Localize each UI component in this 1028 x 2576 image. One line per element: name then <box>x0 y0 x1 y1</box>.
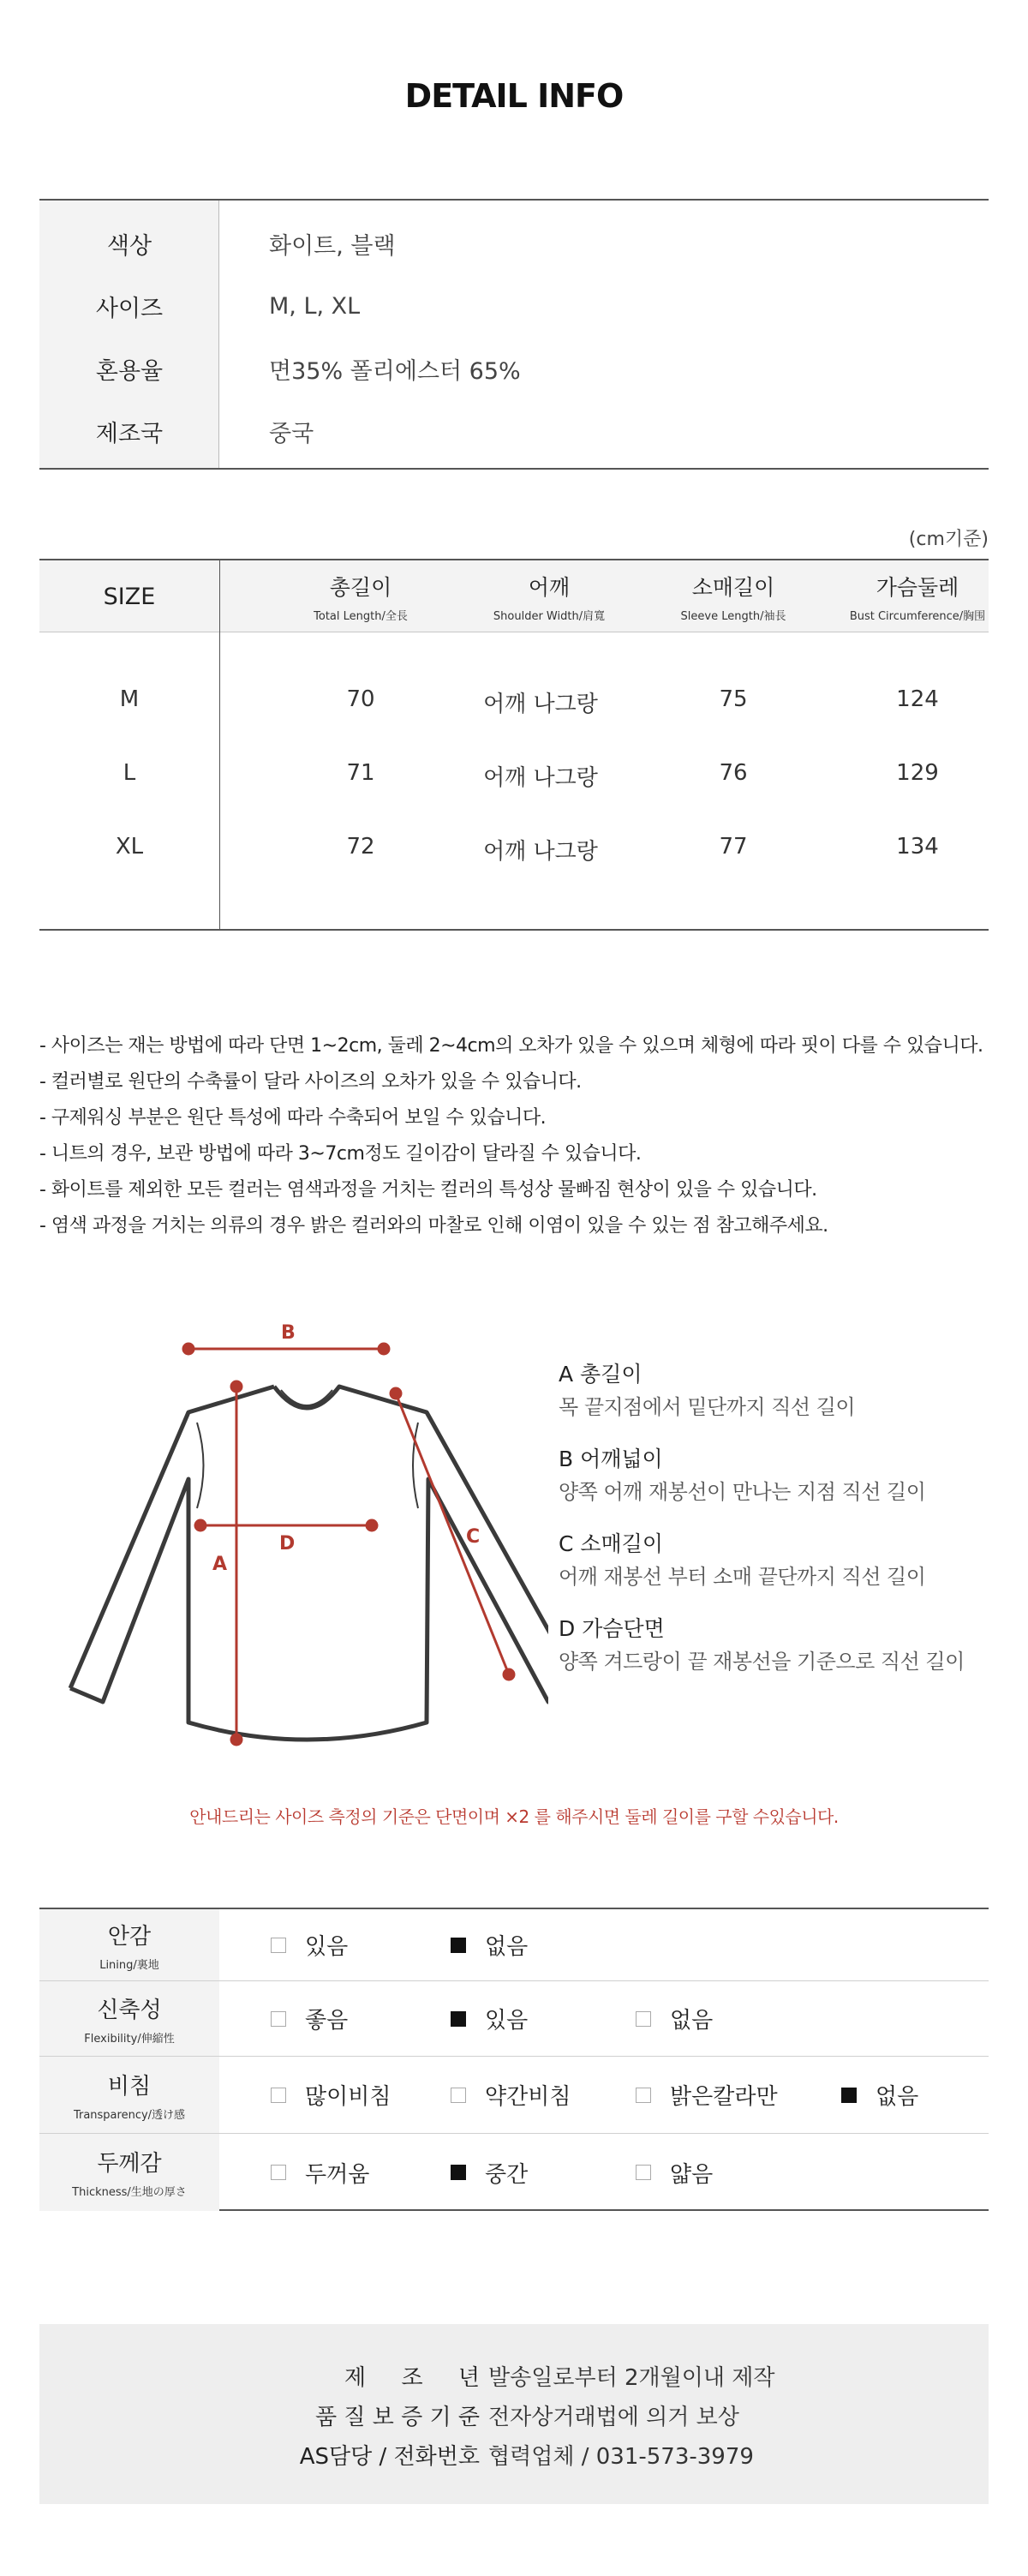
measure-point <box>195 1520 206 1531</box>
note-line: - 컬러별로 원단의 수축률이 달라 사이즈의 오차가 있을 수 있습니다. <box>39 1071 582 1093</box>
as-contact-value: 협력업체 / 031-573-3979 <box>488 2444 754 2470</box>
measurement-title: B 어깨넓이 <box>559 1447 663 1471</box>
checkbox-checked-icon <box>451 2011 466 2027</box>
product-info-value: 화이트, 블랙 <box>269 232 396 260</box>
size-cell: 75 <box>719 686 748 712</box>
property-row-lining <box>39 1909 989 1981</box>
size-cell: 129 <box>896 760 939 786</box>
column-header-en: Total Length/全長 <box>314 609 408 623</box>
marker-c: C <box>466 1526 481 1548</box>
property-option-label: 많이비침 <box>305 2084 391 2110</box>
marker-b: B <box>281 1322 296 1344</box>
property-label <box>39 2134 219 2211</box>
manufacturer-label: 제 조 년 <box>344 2365 480 2391</box>
property-option-label: 없음 <box>485 1934 529 1960</box>
property-option[interactable] <box>271 2079 391 2111</box>
property-label-en: Flexibility/伸縮性 <box>84 2032 175 2046</box>
size-table-divider <box>219 560 220 929</box>
property-label <box>39 1909 219 1980</box>
measurement-desc: 양쪽 겨드랑이 끝 재봉선을 기준으로 직선 길이 <box>559 1650 965 1674</box>
property-option-label: 좋음 <box>305 2008 349 2034</box>
as-contact-label: AS담당 / 전화번호 <box>299 2444 480 2470</box>
measurement-item-c <box>559 1529 1004 1594</box>
note-line: - 사이즈는 재는 방법에 따라 단면 1~2cm, 둘레 2~4cm의 오차가 있을 수 있으며 체형에 따라 핏이 다를 수 있습니다. <box>39 1035 983 1057</box>
measurement-title: C 소매길이 <box>559 1531 664 1556</box>
checkbox-icon <box>451 2088 466 2103</box>
measurement-desc: 목 끝지점에서 밑단까지 직선 길이 <box>559 1395 856 1419</box>
marker-a: A <box>212 1554 228 1575</box>
property-option-label: 중간 <box>485 2161 529 2188</box>
property-option[interactable] <box>841 2079 918 2111</box>
product-info-label: 색상 <box>106 232 152 260</box>
product-info-label: 혼용율 <box>95 357 164 385</box>
property-option-label: 얇음 <box>670 2161 714 2188</box>
checkbox-icon <box>271 2165 286 2180</box>
measure-point <box>391 1388 401 1399</box>
product-info-row-origin <box>39 400 989 462</box>
property-option[interactable] <box>636 2079 778 2111</box>
property-label-en: Lining/裏地 <box>99 1958 159 1972</box>
checkbox-checked-icon <box>451 1938 466 1953</box>
fabric-properties-table <box>39 1908 989 2211</box>
product-info-value: 중국 <box>269 420 314 447</box>
property-option-label: 두꺼움 <box>305 2161 370 2188</box>
property-option[interactable] <box>636 2003 713 2034</box>
size-cell: 77 <box>719 834 748 860</box>
property-label-en: Transparency/透け感 <box>73 2108 186 2122</box>
property-option[interactable] <box>451 2003 528 2034</box>
column-header-sleeve <box>631 560 836 632</box>
product-info-row-size <box>39 275 989 337</box>
property-option[interactable] <box>636 2157 713 2189</box>
property-option[interactable] <box>271 1929 348 1961</box>
property-option[interactable] <box>451 2157 528 2189</box>
size-column-header: SIZE <box>103 583 156 610</box>
property-option-label: 있음 <box>485 2008 529 2034</box>
note-line: - 구제워싱 부분은 원단 특성에 따라 수축되어 보일 수 있습니다. <box>39 1107 547 1129</box>
column-header-en: Bust Circumference/胸围 <box>849 609 986 623</box>
marker-d: D <box>279 1533 296 1555</box>
property-option[interactable] <box>451 1929 528 1961</box>
column-header-ko: 어깨 <box>528 574 571 600</box>
measurement-title: D 가슴단면 <box>559 1616 665 1641</box>
property-label-ko: 안감 <box>107 1923 152 1950</box>
size-cell: XL <box>115 834 144 860</box>
property-option-label: 약간비침 <box>485 2084 571 2110</box>
measurement-item-b <box>559 1444 1004 1509</box>
size-cell: 72 <box>346 834 375 860</box>
shirt-body-icon <box>70 1387 548 1740</box>
product-info-value: M, L, XL <box>269 292 361 320</box>
measure-point <box>367 1520 377 1531</box>
product-info-label: 제조국 <box>95 420 164 447</box>
note-line: - 염색 과정을 거치는 의류의 경우 밝은 컬러와의 마찰로 인해 이염이 있을 수 있는 점 참고해주세요. <box>39 1215 828 1237</box>
product-info-table <box>39 199 989 470</box>
size-cell: 76 <box>719 760 748 786</box>
measurement-item-a <box>559 1359 1004 1424</box>
property-option-label: 없음 <box>670 2008 714 2034</box>
column-header-ko: 총길이 <box>329 574 392 600</box>
column-header-bust <box>815 560 1020 632</box>
product-info-row-material <box>39 338 989 399</box>
size-cell: 어깨 나그랑 <box>483 692 598 717</box>
page-title: DETAIL INFO <box>404 77 624 115</box>
size-cell: M <box>119 686 140 712</box>
measurement-guide-text: 안내드리는 사이즈 측정의 기준은 단면이며 ×2 를 해주시면 둘레 길이를 구할 수있습니다. <box>189 1806 839 1827</box>
unit-note: (cm기준) <box>908 529 989 550</box>
size-cell: 70 <box>346 686 375 712</box>
property-label <box>39 1981 219 2056</box>
measure-point <box>379 1344 389 1354</box>
column-header-total-length <box>258 560 463 632</box>
property-row-thickness <box>39 2134 989 2211</box>
property-label <box>39 2057 219 2133</box>
garment-outline <box>70 1387 548 1740</box>
checkbox-icon <box>271 2088 286 2103</box>
checkbox-icon <box>271 1938 286 1953</box>
property-option-label: 밝은칼라만 <box>670 2084 778 2110</box>
column-header-ko: 가슴둘레 <box>876 574 959 600</box>
note-line: - 화이트를 제외한 모든 컬러는 염색과정을 거치는 컬러의 특성상 물빠짐 현상이 있을 수 있습니다. <box>39 1179 817 1201</box>
size-cell: 124 <box>896 686 939 712</box>
property-label-ko: 비침 <box>107 2073 152 2100</box>
measure-line-c <box>396 1393 509 1674</box>
quality-label: 품 질 보 증 기 준 <box>314 2405 480 2430</box>
checkbox-icon <box>636 2165 651 2180</box>
left-sleeve-seam-icon <box>197 1423 204 1508</box>
measurement-title: A 총길이 <box>559 1362 642 1387</box>
measurement-desc: 양쪽 어깨 재봉선이 만나는 지점 직선 길이 <box>559 1480 926 1504</box>
property-label-ko: 신축성 <box>97 1997 162 2023</box>
measure-point <box>231 1734 242 1745</box>
garment-measurement-diagram <box>69 1311 548 1757</box>
measurement-item-d <box>559 1614 1004 1679</box>
quality-value: 전자상거래법에 의거 보상 <box>488 2405 739 2430</box>
property-option-label: 없음 <box>876 2084 919 2110</box>
property-row-flexibility <box>39 1981 989 2057</box>
measure-point <box>183 1344 194 1354</box>
checkbox-icon <box>636 2011 651 2027</box>
measurement-markers <box>212 1322 480 1575</box>
column-header-en: Shoulder Width/肩寬 <box>493 609 606 623</box>
manufacturer-info-box <box>39 2324 989 2504</box>
measure-point <box>504 1669 514 1680</box>
property-label-en: Thickness/生地の厚さ <box>72 2186 187 2199</box>
product-info-label: 사이즈 <box>95 295 164 322</box>
measurement-desc: 어깨 재봉선 부터 소매 끝단까지 직선 길이 <box>559 1565 926 1589</box>
measure-point <box>231 1381 242 1392</box>
checkbox-checked-icon <box>451 2165 466 2180</box>
product-info-value: 면35% 폴리에스터 65% <box>269 357 521 385</box>
property-option[interactable] <box>271 2157 369 2189</box>
column-header-shoulder <box>446 560 652 632</box>
checkbox-checked-icon <box>841 2088 857 2103</box>
manufacturer-value: 발송일로부터 2개월이내 제작 <box>488 2365 775 2391</box>
size-cell: 134 <box>896 834 939 860</box>
size-table <box>39 559 989 931</box>
product-info-row-color <box>39 213 989 274</box>
size-cell: 71 <box>346 760 375 786</box>
checkbox-icon <box>271 2011 286 2027</box>
column-header-en: Sleeve Length/袖長 <box>680 609 786 623</box>
size-cell: 어깨 나그랑 <box>483 839 598 865</box>
property-option-label: 있음 <box>305 1934 349 1960</box>
property-label-ko: 두께감 <box>97 2151 162 2177</box>
column-header-ko: 소매길이 <box>691 574 775 600</box>
size-notes <box>39 1028 999 1244</box>
size-cell: 어깨 나그랑 <box>483 765 598 791</box>
measurement-legend <box>559 1359 1004 1698</box>
checkbox-icon <box>636 2088 651 2103</box>
shirt-left-edge-icon <box>70 1387 274 1688</box>
property-option[interactable] <box>451 2079 571 2111</box>
note-line: - 니트의 경우, 보관 방법에 따라 3~7cm정도 길이감이 달라질 수 있습니다. <box>39 1143 642 1165</box>
property-row-transparency <box>39 2057 989 2134</box>
property-option[interactable] <box>271 2003 348 2034</box>
size-cell: L <box>123 760 136 786</box>
